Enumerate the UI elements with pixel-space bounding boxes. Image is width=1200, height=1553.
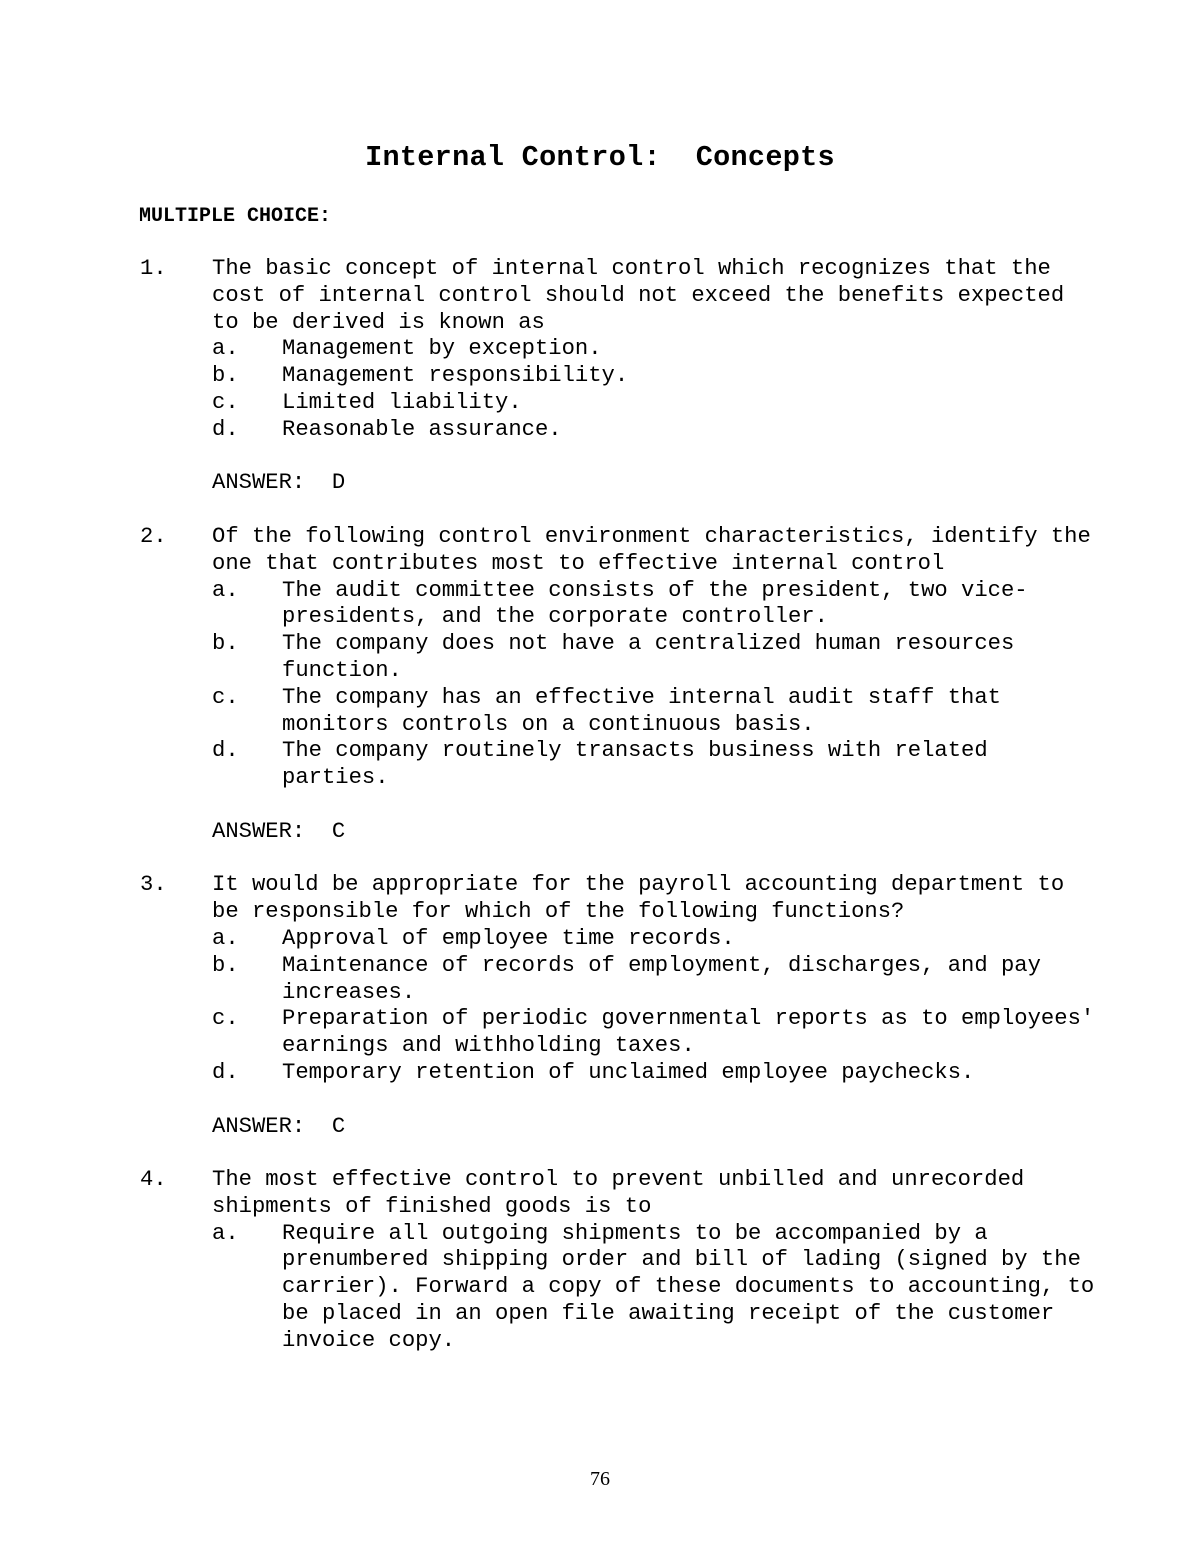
question-number: 1. (140, 256, 167, 281)
option-a (212, 1221, 1100, 1355)
option-text: The company does not have a centralized human resources function. (282, 631, 1015, 683)
option-letter: c. (212, 684, 239, 710)
option-b (212, 363, 1100, 390)
option-text: Maintenance of records of employment, discharges, and pay increases. (282, 952, 1041, 1005)
option-letter: d. (212, 1059, 239, 1085)
option-text: Management by exception. (282, 336, 602, 362)
option-text: The company routinely transacts business with related parties. (282, 738, 988, 791)
option-letter: d. (212, 738, 239, 764)
question-stem: It would be appropriate for the payroll accounting department to be responsible for which of the following functions? (212, 872, 1065, 925)
option-letter: a. (212, 925, 239, 951)
option-text: Require all outgoing shipments to be accompanied by a prenumbered shipping order and bill of lading (signed by the carrier). Forward a copy of these documents to accounting, to be placed in an open file awaiting receipt of the customer invoice copy. (282, 1220, 1095, 1353)
question-body (212, 872, 1100, 1140)
option-text: Preparation of periodic governmental reports as to employees' earnings and withholding taxes. (282, 1006, 1095, 1059)
option-d (212, 1060, 1100, 1087)
option-a (212, 336, 1100, 363)
question-4 (140, 1167, 1100, 1355)
section-heading: MULTIPLE CHOICE: (139, 205, 332, 228)
question-2 (140, 524, 1100, 846)
answer-line: ANSWER: D (212, 470, 346, 496)
option-letter: d. (212, 416, 239, 442)
option-letter: b. (212, 952, 239, 978)
question-3 (140, 872, 1100, 1140)
option-c (212, 685, 1100, 739)
question-number: 4. (140, 1167, 167, 1193)
option-letter: a. (212, 1220, 239, 1246)
question-1 (140, 256, 1100, 497)
page-number: 76 (590, 1468, 610, 1490)
question-number: 2. (140, 523, 167, 549)
option-c (212, 390, 1100, 417)
option-letter: a. (212, 577, 239, 603)
option-a (212, 926, 1100, 953)
option-text: Approval of employee time records. (282, 925, 735, 951)
option-letter: b. (212, 631, 239, 657)
question-number: 3. (140, 872, 167, 898)
option-letter: a. (212, 336, 239, 362)
option-letter: c. (212, 389, 239, 415)
question-list (140, 256, 1100, 1381)
option-text: Management responsibility. (282, 363, 629, 389)
answer-line: ANSWER: C (212, 818, 346, 844)
option-letter: b. (212, 363, 239, 389)
option-text: Reasonable assurance. (282, 416, 562, 442)
option-text: The audit committee consists of the president, two vice- presidents, and the corporate controller. (282, 577, 1028, 630)
option-b (212, 631, 1100, 685)
question-body (212, 524, 1100, 846)
question-stem: The most effective control to prevent unbilled and unrecorded shipments of finished goods is to (212, 1167, 1025, 1219)
question-stem: The basic concept of internal control which recognizes that the cost of internal control should not exceed the benefits expected to be derived is known as (212, 256, 1065, 335)
option-letter: c. (212, 1006, 239, 1032)
option-text: The company has an effective internal audit staff that monitors controls on a continuous basis. (282, 684, 1001, 737)
option-c (212, 1006, 1100, 1060)
option-b (212, 953, 1100, 1007)
option-a (212, 578, 1100, 632)
question-body (212, 256, 1100, 497)
option-d (212, 738, 1100, 792)
page-title: Internal Control: Concepts (365, 141, 835, 174)
question-body (212, 1167, 1100, 1355)
option-text: Temporary retention of unclaimed employee paychecks. (282, 1059, 975, 1085)
option-d (212, 417, 1100, 444)
answer-line: ANSWER: C (212, 1113, 346, 1139)
option-text: Limited liability. (282, 389, 522, 415)
question-stem: Of the following control environment characteristics, identify the one that contributes most to effective internal control (212, 523, 1091, 576)
